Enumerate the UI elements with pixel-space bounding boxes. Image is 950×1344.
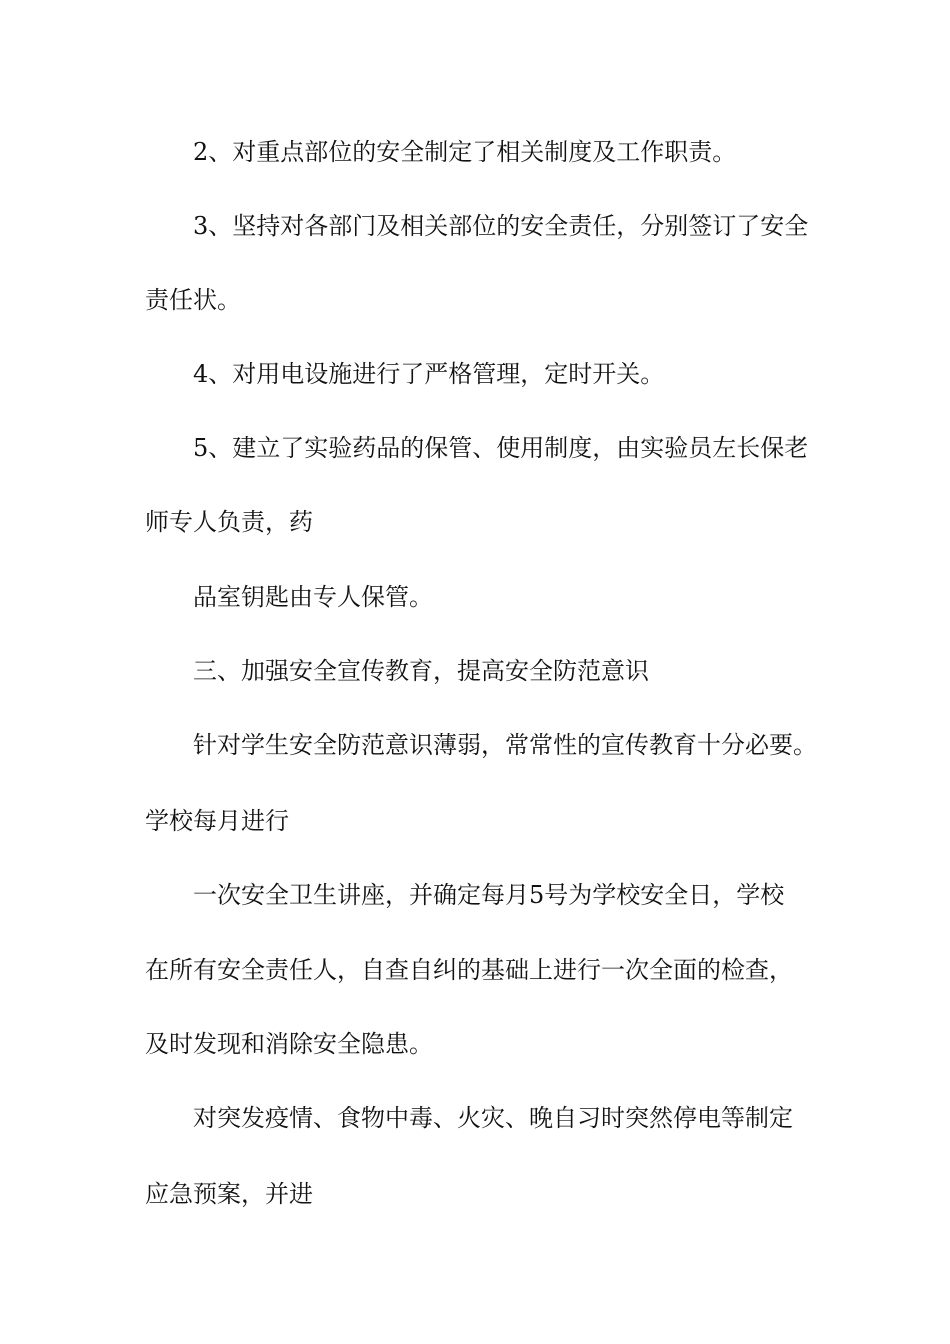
paragraph-line: 4、对用电设施进行了严格管理，定时开关。: [193, 360, 665, 388]
paragraph-line: 及时发现和消除安全隐患。: [145, 1030, 433, 1058]
paragraph-line: 学校每月进行: [145, 807, 289, 835]
paragraph-line: 针对学生安全防范意识薄弱，常常性的宣传教育十分必要。: [193, 731, 817, 759]
paragraph-line: 一次安全卫生讲座，并确定每月5号为学校安全日，学校: [193, 881, 785, 909]
paragraph-line: 师专人负责，药: [145, 508, 313, 536]
paragraph-line: 在所有安全责任人，自查自纠的基础上进行一次全面的检查，: [145, 956, 793, 984]
paragraph-line: 品室钥匙由专人保管。: [193, 583, 433, 611]
paragraph-line: 3、坚持对各部门及相关部位的安全责任，分别签订了安全: [193, 212, 809, 240]
paragraph-line: 对突发疫情、食物中毒、火灾、晚自习时突然停电等制定: [193, 1104, 793, 1132]
paragraph-line: 责任状。: [145, 286, 241, 314]
paragraph-line: 2、对重点部位的安全制定了相关制度及工作职责。: [193, 138, 737, 166]
paragraph-line: 5、建立了实验药品的保管、使用制度，由实验员左长保老: [193, 434, 809, 462]
paragraph-line: 应急预案，并进: [145, 1180, 313, 1208]
section-heading: 三、加强安全宣传教育，提高安全防范意识: [193, 657, 649, 685]
